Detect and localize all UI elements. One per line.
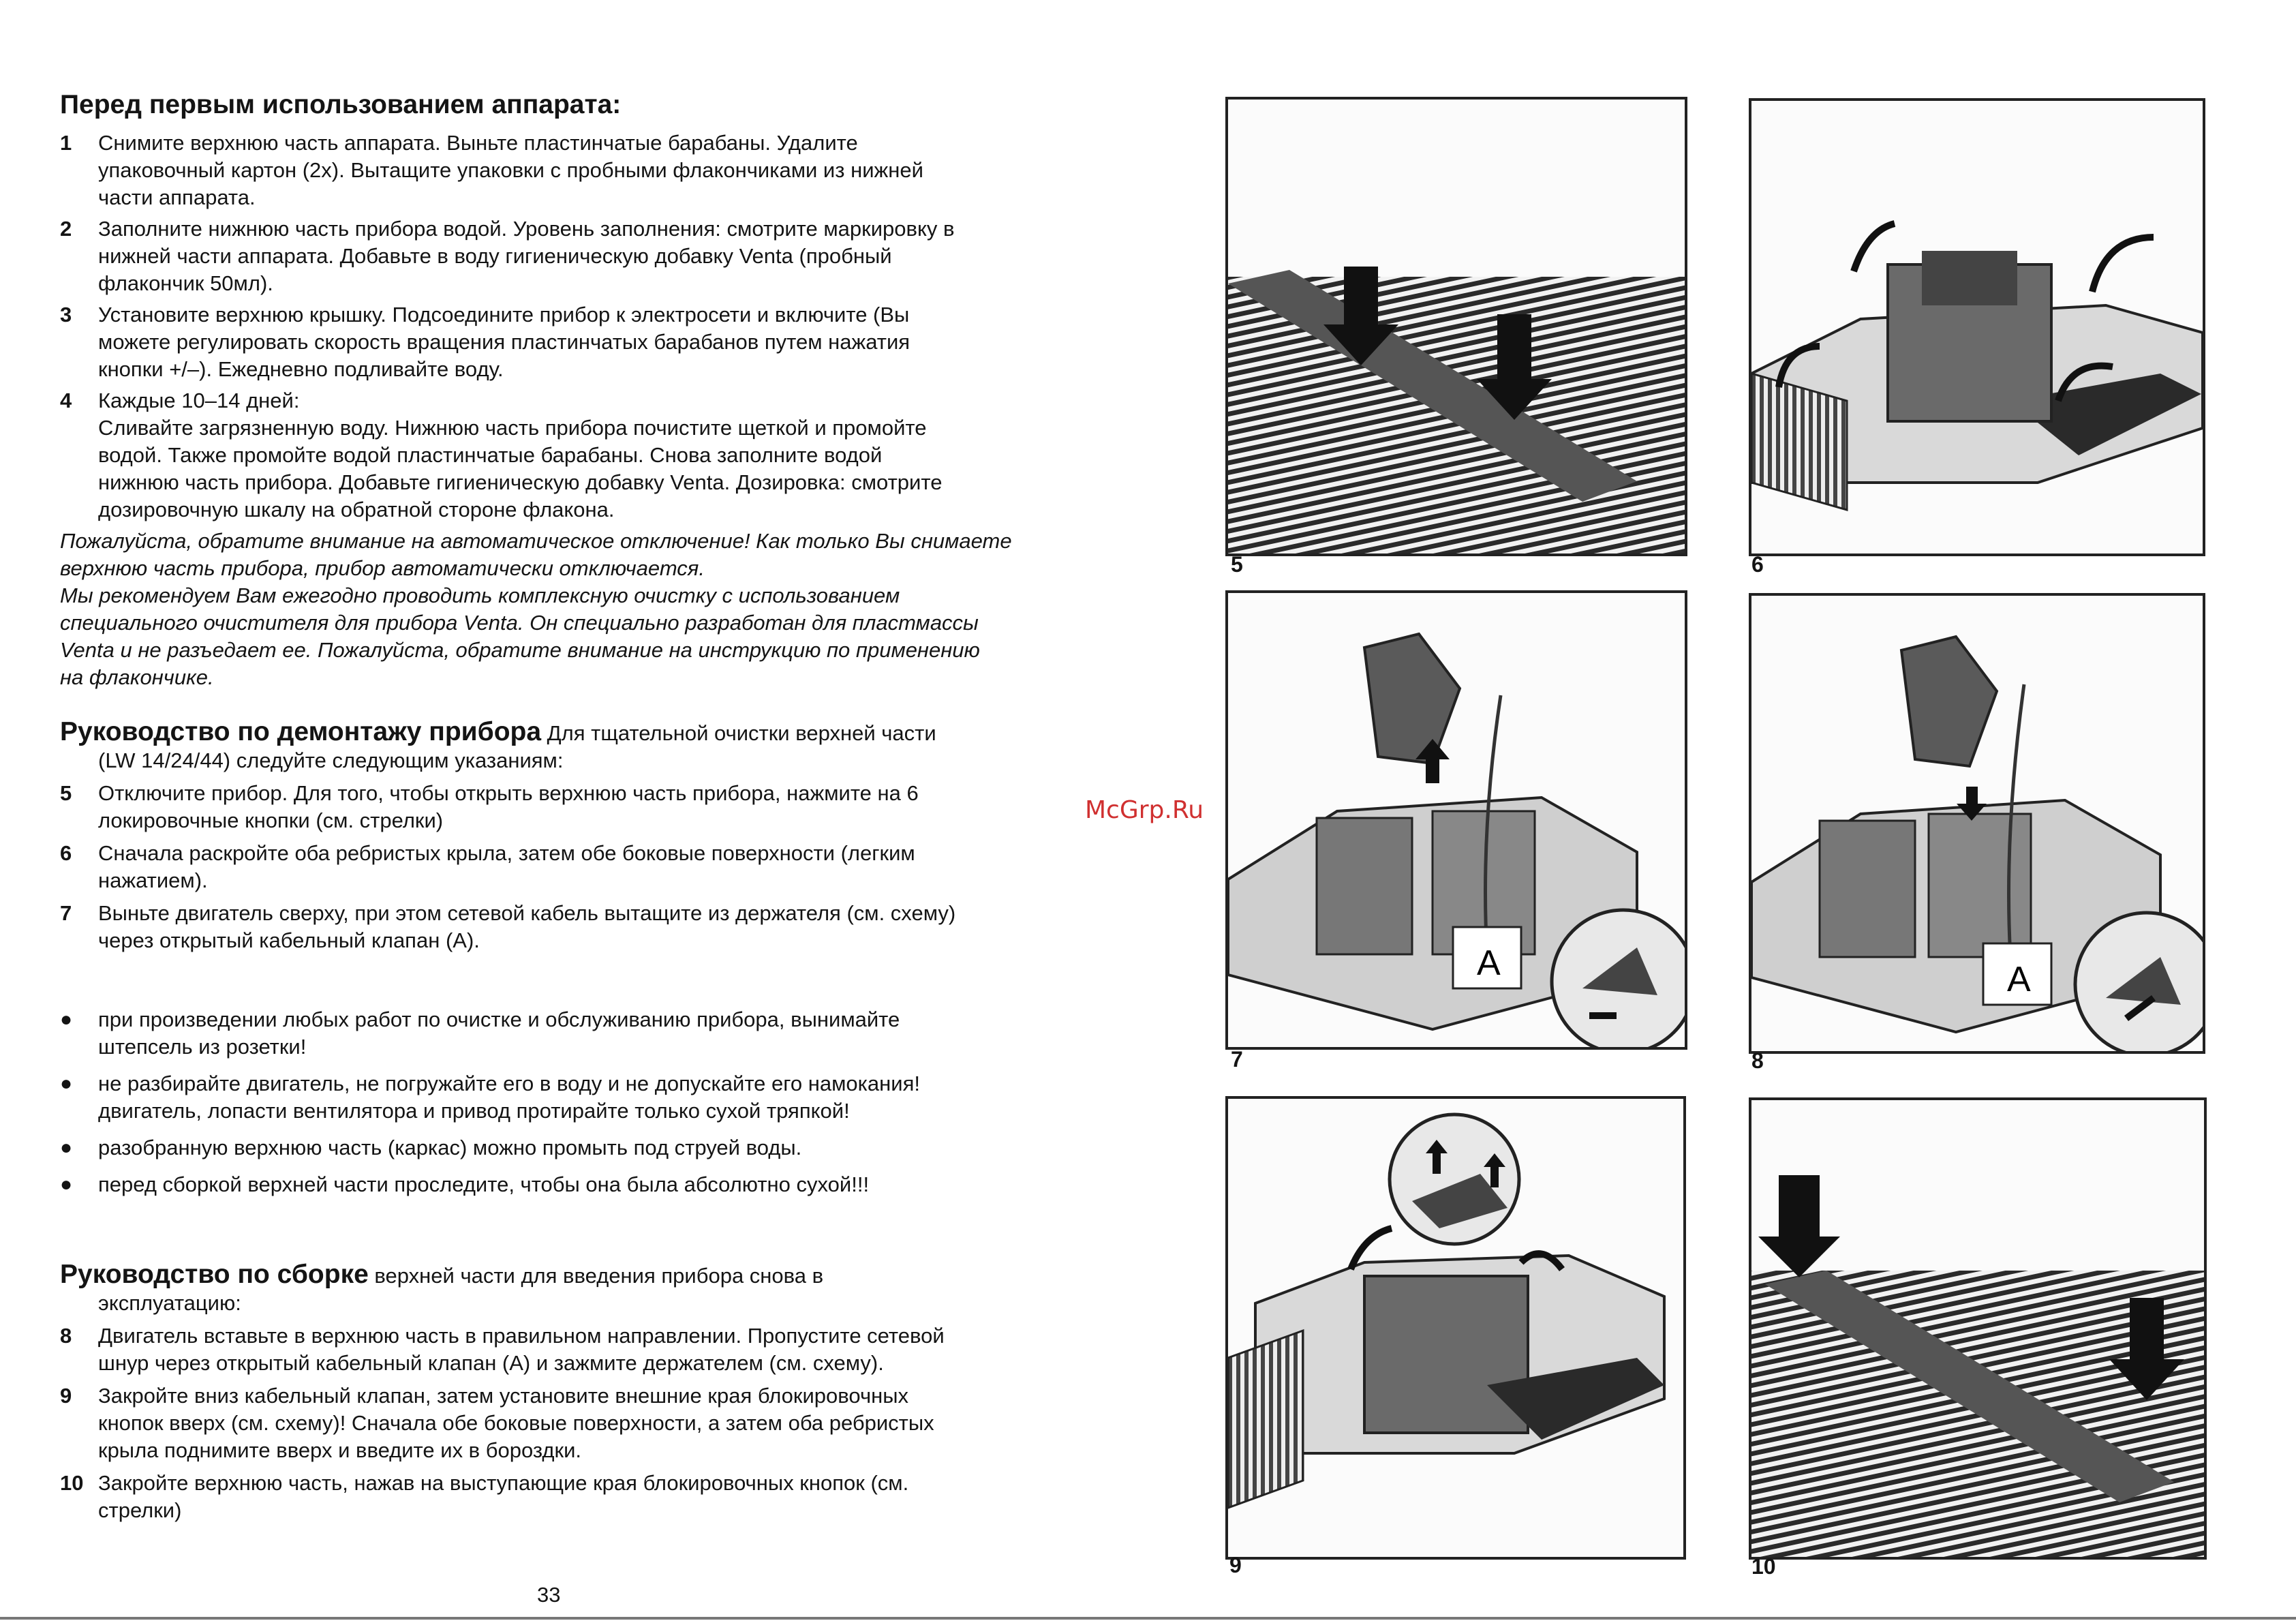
list-item — [60, 130, 1048, 211]
list-item — [60, 1470, 1048, 1524]
item-number: 3 — [60, 303, 72, 327]
figure-label: 9 — [1229, 1553, 1242, 1577]
list-item — [60, 387, 1048, 524]
item-number: 8 — [60, 1324, 72, 1348]
instructions-column — [60, 89, 1048, 1528]
item-number: 2 — [60, 217, 72, 241]
list-item — [60, 1382, 1048, 1464]
figure-label: 8 — [1751, 1048, 1764, 1073]
warning-text: не разбирайте двигатель, не погружайте его в воду и не допускайте его намокания! двигатель, лопасти вентилятора и привод протирайте только сухой тряпкой! — [98, 1072, 920, 1123]
figure-label: 7 — [1231, 1047, 1243, 1072]
list-item — [60, 840, 1048, 894]
item-text: Закройте вниз кабельный клапан, затем установите внешние края блокировочных кнопок вверх (см. схему)! Сначала обе боковые поверхности, а затем оба ребристых крыла поднимите вверх и введите их в бороздки. — [98, 1384, 934, 1462]
auto-shutoff-note: Пожалуйста, обратите внимание на автоматическое отключение! Как только Вы снимаете верхнюю часть прибора, прибор автоматически отключается. Мы рекомендуем Вам ежегодно проводить комплексную очистку с использованием специального очистителя для прибора Venta. Он специально разработан для пластмассы Venta и не разъедает ее. Пожалуйста, обратите внимание на инструкцию по применению на флакончике. — [60, 529, 1012, 689]
list-item — [60, 301, 1048, 383]
figure-10-illustration — [1751, 1100, 2204, 1557]
item-text: Каждые 10–14 дней: Сливайте загрязненную воду. Нижнюю часть прибора почистите щеткой и промойте водой. Также промойте водой пластинчатые барабаны. Снова заполните водой нижнюю часть прибора. Добавьте гигиеническую добавку Venta. Дозировка: смотрите дозировочную шкалу на обратной стороне флакона. — [98, 389, 943, 521]
figure-label: 6 — [1751, 552, 1764, 577]
warning-text: при произведении любых работ по очистке и обслуживанию прибора, вынимайте штепсель из розетки! — [98, 1007, 900, 1059]
item-number: 7 — [60, 901, 72, 925]
item-text: Снимите верхнюю часть аппарата. Выньте пластинчатые барабаны. Удалите упаковочный картон (2x). Вытащите упаковки с пробными флакончиками из нижней части аппарата. — [98, 131, 923, 209]
figure-6-panel — [1749, 98, 2205, 556]
item-text: Закройте верхнюю часть, нажав на выступающие края блокировочных кнопок (см. стрелки) — [98, 1471, 909, 1522]
item-number: 10 — [60, 1471, 84, 1495]
item-text: Выньте двигатель сверху, при этом сетевой кабель вытащите из держателя (см. схему) через открытый кабельный клапан (A). — [98, 901, 956, 952]
figure-9-illustration — [1228, 1099, 1683, 1557]
figure-7-illustration — [1228, 593, 1685, 1047]
warning-item — [60, 1134, 1048, 1162]
figure-label: 5 — [1231, 552, 1243, 577]
figure-10-panel — [1749, 1097, 2207, 1560]
list-item — [60, 900, 1048, 954]
item-number: 9 — [60, 1384, 72, 1408]
warning-text: перед сборкой верхней части проследите, чтобы она была абсолютно сухой!!! — [98, 1172, 870, 1196]
page-number: 33 — [537, 1583, 561, 1607]
before-first-use-title: Перед первым использованием аппарата: — [60, 90, 622, 119]
dismantling-heading — [60, 718, 1048, 774]
page-bottom-rule — [0, 1617, 2296, 1620]
item-text: Заполните нижнюю часть прибора водой. Уровень заполнения: смотрите маркировку в нижней части аппарата. Добавьте в воду гигиеническую добавку Venta (пробный флакончик 50мл). — [98, 217, 955, 295]
list-item — [60, 780, 1048, 834]
warning-item — [60, 1171, 1048, 1198]
item-text: Отключите прибор. Для того, чтобы открыть верхнюю часть прибора, нажмите на 6 локировочные кнопки (см. стрелки) — [98, 781, 919, 832]
assembly-title: Руководство по сборке — [60, 1260, 369, 1289]
assembly-subtitle: верхней части для введения прибора снова в — [368, 1264, 824, 1288]
item-number: 1 — [60, 131, 72, 155]
figure-6-illustration — [1751, 101, 2203, 553]
watermark: McGrp.Ru — [1085, 796, 1204, 824]
down-arrow-icon — [1758, 1175, 1840, 1277]
list-item — [60, 215, 1048, 297]
figure-8-illustration — [1751, 596, 2203, 1051]
item-text: Двигатель вставьте в верхнюю часть в правильном направлении. Пропустите сетевой шнур через открытый кабельный клапан (A) и зажмите держателем (см. схему). — [98, 1324, 945, 1375]
figure-8-panel — [1749, 593, 2205, 1054]
assembly-subtitle-cont: эксплуатацию: — [98, 1291, 241, 1315]
warning-item — [60, 1070, 1048, 1125]
item-number: 6 — [60, 841, 72, 865]
before-first-use-list — [60, 130, 1048, 524]
figure-9-panel — [1225, 1096, 1686, 1560]
assembly-heading — [60, 1261, 1048, 1317]
item-text: Сначала раскройте оба ребристых крыла, затем обе боковые поверхности (легким нажатием). — [98, 841, 915, 892]
callout-letter: A — [1477, 943, 1501, 983]
warning-item — [60, 1006, 1048, 1061]
figure-5-panel — [1225, 97, 1687, 556]
dismantling-subtitle-cont: (LW 14/24/44) следуйте следующим указаниям: — [98, 748, 564, 772]
figure-7-panel — [1225, 590, 1687, 1050]
bullet-icon: ● — [60, 1072, 73, 1095]
dismantling-title: Руководство по демонтажу прибора — [60, 717, 542, 746]
item-number: 5 — [60, 781, 72, 805]
bullet-icon: ● — [60, 1173, 73, 1196]
list-item — [60, 1322, 1048, 1377]
bullet-icon: ● — [60, 1008, 73, 1031]
figure-5-illustration — [1228, 100, 1685, 553]
warning-text: разобранную верхнюю часть (каркас) можно промыть под струей воды. — [98, 1136, 802, 1159]
item-number: 4 — [60, 389, 72, 412]
dismantling-subtitle: Для тщательной очистки верхней части — [541, 721, 936, 745]
item-text: Установите верхнюю крышку. Подсоедините прибор к электросети и включите (Вы можете регулировать скорость вращения пластинчатых барабанов путем нажатия кнопки +/–). Ежедневно подливайте воду. — [98, 303, 910, 381]
figure-label: 10 — [1751, 1554, 1776, 1579]
callout-letter: A — [2007, 960, 2031, 999]
bullet-icon: ● — [60, 1136, 73, 1159]
curved-arrow-icon — [2092, 237, 2154, 292]
